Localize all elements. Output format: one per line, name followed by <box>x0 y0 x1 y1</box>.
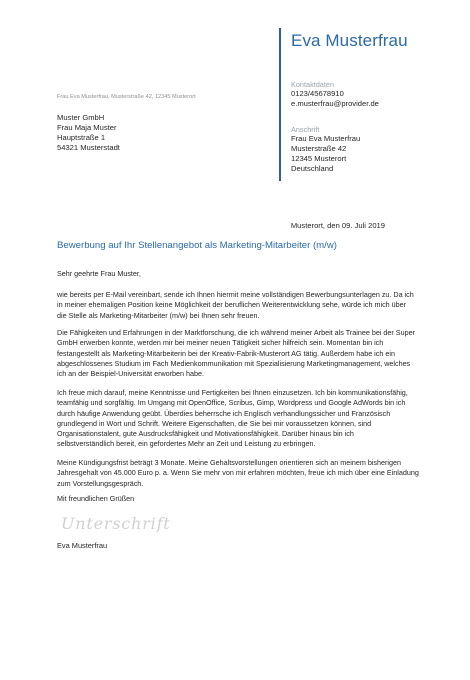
address-line: Musterstraße 42 <box>291 144 347 153</box>
paragraph-line: die Stelle als Marketing-Mitarbeiter (m/w) bei Ihnen sehr freuen. <box>57 310 260 320</box>
recipient-line: Frau Maja Muster <box>57 123 117 132</box>
address-line: 12345 Musterort <box>291 154 347 163</box>
paragraph-line: zum Vorstellungsgespräch. <box>57 478 144 488</box>
paragraph-line: GmbH erwerben konnte, werden mir bei meiner neuen Tätigkeit sicher hilfreich sein. Momentan bin ich <box>57 338 384 348</box>
recipient-line: Hauptstraße 1 <box>57 133 106 142</box>
paragraph-line: grundlegend in Wort und Schrift. Weitere Eigenschaften, die Sie bei mir voraussetzen können, sind <box>57 418 372 428</box>
sender-return-line: Frau Eva Musterfrau, Musterstraße 42, 12345 Musterort <box>57 94 196 100</box>
recipient-address <box>57 113 120 153</box>
paragraph-line: Ich freue mich darauf, meine Kenntnisse und Fertigkeiten bei Ihnen einzusetzen. Ich bin kommunikationsfähig, <box>57 388 408 397</box>
signature-placeholder: Unterschrift <box>61 514 171 533</box>
address-line: Deutschland <box>291 164 334 173</box>
paragraph-line: Die Fähigkeiten und Erfahrungen in der Marktforschung, die ich während meiner Arbeit als Trainee bei der Super <box>57 328 415 337</box>
body-paragraph <box>57 458 419 489</box>
paragraph-line: in meiner ehemaligen Position keine Möglichkeit der beruflichen Weiterentwicklung sehe, würde ich mich über <box>57 300 407 310</box>
paragraph-line: wie bereits per E-Mail vereinbart, sende ich Ihnen hiermit meine vollständigen Bewerbungsunterlagen zu. Da ich <box>57 290 414 299</box>
closing-phrase: Mit freundlichen Grüßen <box>57 494 135 503</box>
contact-phone: 0123/45678910 <box>291 89 344 98</box>
salutation: Sehr geehrte Frau Muster, <box>57 269 141 278</box>
recipient-line: Muster GmbH <box>57 113 105 122</box>
signer-name: Eva Musterfrau <box>57 541 108 550</box>
paragraph-line: selbstverständlich bereit, ein gefordertes Mehr an Zeit und Leistung zu erbringen. <box>57 439 316 449</box>
body-paragraph <box>57 290 414 321</box>
letter-date: Musterort, den 09. Juli 2019 <box>290 221 385 230</box>
paragraph-line: abgeschlossenes Studium im Fach Medienkommunikation mit Spezialisierung Marketingmanagement, welches <box>57 358 411 368</box>
paragraph-line: Jahresgehalt von 45.000 Euro p. a. Wenn Sie mehr von mir erfahren möchten, freue ich mich über eine Einladung <box>57 468 419 478</box>
body-paragraph <box>57 328 415 379</box>
applicant-address <box>291 134 360 174</box>
address-heading: Anschrift <box>291 125 320 134</box>
applicant-name: Eva Musterfrau <box>291 31 408 50</box>
contact-details <box>291 89 379 109</box>
body-paragraph <box>57 388 409 450</box>
contact-heading: Kontaktdaten <box>291 80 335 89</box>
paragraph-line: Meine Kündigungsfrist beträgt 3 Monate. Meine Gehaltsvorstellungen orientieren sich an meinem bisherigen <box>57 458 401 467</box>
paragraph-line: ich an der Beispiel-Universität erworben habe. <box>57 369 205 379</box>
paragraph-line: durch häufige Anwendung geübt. Überdies beherrsche ich Englisch verhandlungssicher und Französisch <box>57 408 391 418</box>
letter-subject: Bewerbung auf Ihr Stellenangebot als Marketing-Mitarbeiter (m/w) <box>57 240 337 251</box>
paragraph-line: Organisationstalent, gute Ausdrucksfähigkeit und Motivationsfähigkeit. Darüber hinaus bin ich <box>57 429 354 439</box>
paragraph-line: teamfähig und sorgfältig. Im Umgang mit OpenOffice, Scribus, Gimp, Wordpress und Google AdWords bin ich <box>57 398 406 408</box>
contact-email: e.musterfrau@provider.de <box>291 99 379 108</box>
header-divider-rule <box>279 28 281 181</box>
address-line: Frau Eva Musterfrau <box>291 134 361 143</box>
recipient-line: 54321 Musterstadt <box>57 143 120 152</box>
paragraph-line: festangestellt als Marketing-Mitarbeiterin bei der Kreativ-Fabrik-Musterort AG tätig. Außerdem habe ich ein <box>57 348 395 358</box>
